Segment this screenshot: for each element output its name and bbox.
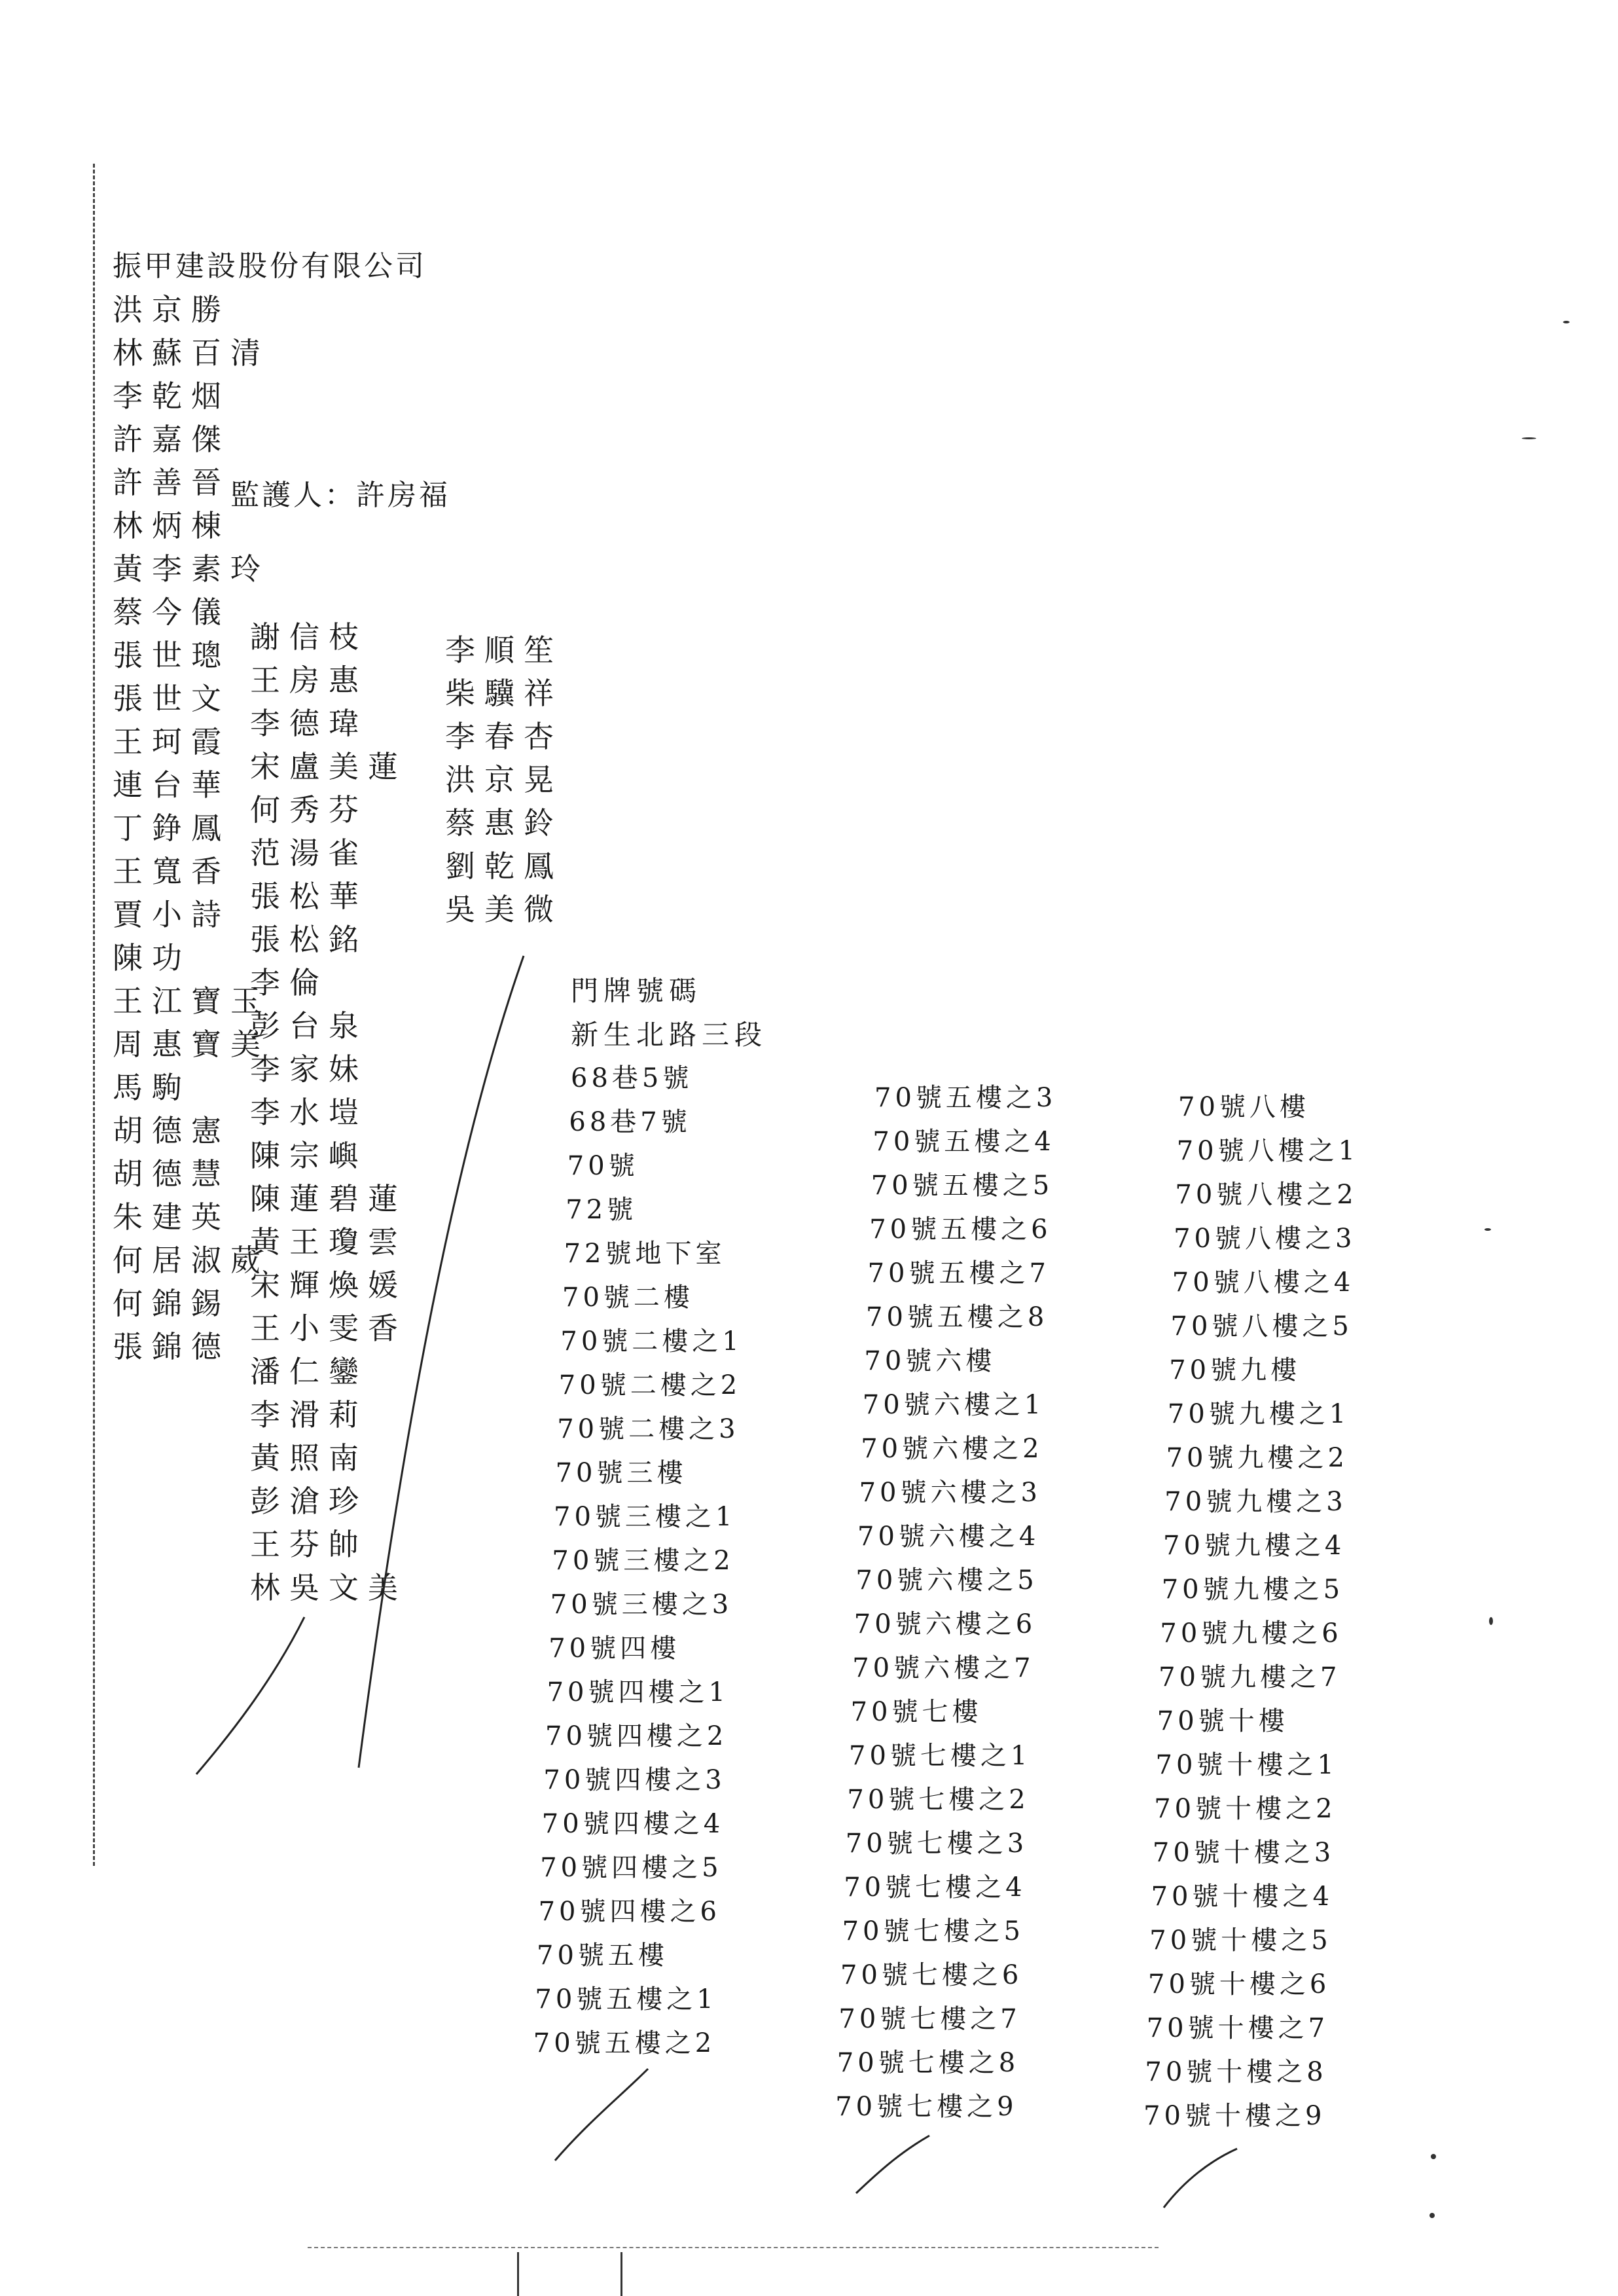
- owners-column-1-item: 馬駒: [113, 1070, 191, 1105]
- owners-column-2-item: 林吳文美: [250, 1570, 407, 1605]
- owners-column-3-item: 洪京晃: [445, 762, 563, 797]
- address-column-3-item: 70號八樓之2: [1175, 1180, 1357, 1210]
- owners-column-2-item: 陳蓮碧蓮: [250, 1181, 407, 1216]
- owners-column-2-item: 謝信枝: [250, 619, 368, 655]
- owners-column-2-item: 何秀芬: [250, 792, 368, 828]
- owners-column-1-item: 李乾烟: [113, 378, 230, 414]
- address-column-2-item: 70號五樓之8: [866, 1302, 1049, 1332]
- owners-column-1-item: 陳功: [113, 940, 191, 975]
- address-column-2-item: 70號七樓之9: [835, 2092, 1018, 2122]
- address-column-2-item: 70號五樓之5: [871, 1171, 1054, 1201]
- address-column-1-item: 70號三樓之1: [554, 1502, 736, 1532]
- owners-column-1-item: 王江寶玉: [113, 983, 270, 1019]
- bottom-dashed-rule: [308, 2247, 1159, 2248]
- owners-column-2-item: 李倫: [250, 965, 329, 1000]
- address-column-3-item: 70號八樓之5: [1170, 1311, 1353, 1341]
- address-column-2-item: 70號五樓之7: [867, 1258, 1050, 1288]
- supervisor-name: 許房福: [356, 479, 450, 512]
- scan-speck: [1522, 437, 1536, 439]
- owners-column-1-item: 林炳棟: [113, 508, 230, 543]
- address-column-3-item: 70號十樓之2: [1154, 1794, 1337, 1824]
- address-column-3-item: 70號九樓之7: [1159, 1662, 1341, 1692]
- owners-column-1-item: 蔡今儀: [113, 594, 230, 630]
- owners-column-2-item: 李滑莉: [250, 1397, 368, 1432]
- address-column-3-item: 70號九樓之1: [1167, 1399, 1350, 1429]
- owners-column-2-item: 宋輝煥媛: [250, 1267, 407, 1303]
- address-column-3-item: 70號八樓之1: [1176, 1136, 1359, 1166]
- owners-column-3-item: 李春杏: [445, 719, 563, 754]
- address-column-1-item: 70號三樓: [555, 1458, 687, 1488]
- address-column-1-item: 70號四樓之6: [538, 1897, 721, 1927]
- owners-column-2-item: 黃照南: [250, 1440, 368, 1476]
- address-column-1-item: 70號二樓之2: [558, 1370, 742, 1400]
- address-column-1-item: 70號四樓之1: [547, 1677, 729, 1707]
- owners-column-3-item: 吳美微: [445, 892, 563, 927]
- owners-column-2-item: 李德瑋: [250, 706, 368, 741]
- pen-stroke-1: [196, 1617, 304, 1774]
- pen-stroke-5: [1164, 2149, 1237, 2208]
- owners-column-2-item: 李水塏: [250, 1095, 368, 1130]
- owners-column-1-item: 張世文: [113, 681, 230, 716]
- owners-column-2-item: 王房惠: [250, 663, 368, 698]
- address-column-3-item: 70號十樓之4: [1151, 1882, 1333, 1912]
- owners-column-1-item: 黃李素玲: [113, 551, 270, 587]
- address-column-1-item: 68巷7號: [569, 1107, 691, 1137]
- scan-speck: [1563, 321, 1570, 323]
- owners-column-1-item: 朱建英: [113, 1199, 230, 1235]
- address-column-3-item: 70號八樓: [1178, 1092, 1310, 1122]
- address-column-1-item: 70號三樓之2: [552, 1546, 734, 1576]
- owners-column-3-item: 蔡惠鈴: [445, 805, 563, 841]
- owners-column-3-item: 柴驥祥: [445, 676, 563, 711]
- address-column-3-item: 70號十樓之3: [1152, 1838, 1335, 1868]
- address-column-1-item: 70號三樓之3: [550, 1590, 733, 1620]
- supervisor-label: 監護人：: [230, 479, 356, 512]
- owners-column-1-item: 王寬香: [113, 854, 230, 889]
- address-column-3-item: 70號十樓: [1157, 1706, 1289, 1736]
- company-name: 振甲建設股份有限公司: [113, 249, 427, 283]
- address-header-item: 門牌號碼: [571, 975, 702, 1007]
- scan-speck: [1489, 1617, 1493, 1625]
- address-column-1-item: 70號四樓之4: [541, 1809, 725, 1839]
- address-column-3-item: 70號九樓之5: [1161, 1575, 1344, 1605]
- address-column-2-item: 70號七樓之4: [844, 1872, 1026, 1903]
- pen-stroke-3: [555, 2069, 648, 2160]
- address-column-3-item: 70號十樓之9: [1143, 2101, 1326, 2131]
- scan-speck: [1484, 1228, 1491, 1231]
- address-column-1-item: 72號地下室: [564, 1239, 726, 1269]
- owners-column-2-item: 張松銘: [250, 922, 368, 957]
- owners-column-1-item: 賈小詩: [113, 897, 230, 932]
- owners-column-1-item: 許嘉傑: [113, 422, 230, 457]
- address-column-3-item: 70號十樓之1: [1155, 1750, 1338, 1780]
- address-column-2-item: 70號七樓之1: [849, 1741, 1032, 1771]
- scan-speck: [1429, 2213, 1435, 2218]
- address-column-2-item: 70號七樓之5: [842, 1916, 1024, 1946]
- owners-column-2-item: 李家妹: [250, 1051, 368, 1087]
- owners-column-2-item: 彭滄珍: [250, 1484, 368, 1519]
- bottom-tick-right: [620, 2252, 622, 2296]
- owners-column-2-item: 宋盧美蓮: [250, 749, 407, 784]
- owners-column-2-item: 王小雯香: [250, 1311, 407, 1346]
- address-column-1-item: 70號四樓之5: [540, 1853, 723, 1883]
- address-column-2-item: 70號六樓之5: [855, 1565, 1038, 1595]
- owners-column-1-item: 林蘇百清: [113, 335, 270, 371]
- owners-column-2-item: 陳宗嶼: [250, 1138, 368, 1173]
- address-column-2-item: 70號六樓之7: [852, 1653, 1035, 1683]
- address-column-3-item: 70號十樓之5: [1149, 1925, 1332, 1956]
- address-column-2-item: 70號六樓之4: [857, 1522, 1040, 1552]
- owners-column-1-item: 丁錚鳳: [113, 811, 230, 846]
- address-header-item: 新生北路三段: [571, 1019, 768, 1051]
- owners-column-2-item: 黃王瓊雲: [250, 1224, 407, 1260]
- address-column-2-item: 70號五樓之6: [869, 1214, 1052, 1245]
- owners-column-1-item: 王珂霞: [113, 724, 230, 759]
- owners-column-1-item: 連台華: [113, 767, 230, 803]
- address-column-3-item: 70號八樓之3: [1174, 1224, 1356, 1254]
- address-column-2-item: 70號七樓之7: [838, 2004, 1021, 2034]
- owners-column-3-item: 劉乾鳳: [445, 848, 563, 884]
- owners-column-2-item: 王芬帥: [250, 1527, 368, 1562]
- address-column-2-item: 70號六樓: [864, 1346, 996, 1376]
- owners-column-1-item: 張錦德: [113, 1329, 230, 1364]
- address-column-3-item: 70號九樓: [1169, 1355, 1301, 1385]
- owners-column-1-item: 許善晉: [113, 465, 230, 500]
- address-column-3-item: 70號九樓之3: [1164, 1487, 1347, 1517]
- owners-column-2-item: 潘仁鑾: [250, 1354, 368, 1389]
- owners-column-1-item: 何居淑葳: [113, 1243, 270, 1278]
- address-column-1-item: 70號二樓之3: [557, 1414, 740, 1444]
- address-column-2-item: 70號六樓之1: [862, 1390, 1045, 1420]
- address-column-1-item: 70號二樓: [562, 1283, 694, 1313]
- address-column-3-item: 70號十樓之6: [1148, 1969, 1331, 1999]
- address-column-2-item: 70號七樓之2: [847, 1785, 1030, 1815]
- address-column-2-item: 70號六樓之3: [859, 1478, 1041, 1508]
- address-column-3-item: 70號九樓之6: [1160, 1618, 1342, 1649]
- address-column-1-item: 70號: [567, 1151, 639, 1181]
- pen-stroke-2: [359, 956, 524, 1768]
- address-column-2-item: 70號七樓之3: [845, 1829, 1028, 1859]
- owners-column-2-item: 張松華: [250, 879, 368, 914]
- address-column-1-item: 70號四樓之3: [543, 1765, 726, 1795]
- address-column-2-item: 70號六樓之2: [861, 1434, 1043, 1464]
- owners-column-1-item: 何錦錫: [113, 1286, 230, 1321]
- address-column-1-item: 70號四樓: [548, 1633, 681, 1664]
- address-column-1-item: 70號五樓之1: [535, 1984, 717, 2014]
- address-column-3-item: 70號十樓之8: [1145, 2057, 1327, 2087]
- address-column-2-item: 70號七樓之6: [840, 1960, 1023, 1990]
- owners-column-1-item: 洪京勝: [113, 292, 230, 327]
- owners-column-1-item: 張世璁: [113, 638, 230, 673]
- address-column-2-item: 70號七樓之8: [836, 2048, 1020, 2078]
- address-column-2-item: 70號六樓之6: [854, 1609, 1037, 1639]
- address-column-1-item: 70號五樓: [537, 1941, 668, 1971]
- address-column-1-item: 70號二樓之1: [560, 1326, 743, 1357]
- owners-column-1-item: 胡德憲: [113, 1113, 230, 1148]
- address-column-3-item: 70號九樓之4: [1163, 1531, 1346, 1561]
- address-column-1-item: 68巷5號: [571, 1063, 693, 1093]
- scan-speck: [1431, 2154, 1436, 2159]
- address-column-3-item: 70號九樓之2: [1166, 1443, 1348, 1473]
- address-column-3-item: 70號十樓之7: [1146, 2013, 1329, 2043]
- bottom-tick-left: [517, 2252, 519, 2296]
- address-column-2-item: 70號五樓之4: [872, 1127, 1055, 1157]
- address-column-1-item: 70號四樓之2: [545, 1721, 728, 1751]
- owners-column-1-item: 周惠寶美: [113, 1027, 270, 1062]
- owners-column-2-item: 范湯雀: [250, 835, 368, 871]
- address-column-2-item: 70號五樓之3: [874, 1083, 1057, 1113]
- address-column-1-item: 72號: [566, 1195, 638, 1225]
- address-column-3-item: 70號八樓之4: [1172, 1267, 1355, 1298]
- address-column-2-item: 70號七樓: [850, 1697, 982, 1727]
- owners-column-1-item: 胡德慧: [113, 1156, 230, 1192]
- address-column-1-item: 70號五樓之2: [533, 2028, 716, 2058]
- owners-column-3-item: 李順笙: [445, 632, 563, 668]
- pen-stroke-4: [856, 2136, 929, 2193]
- owners-column-2-item: 彭台泉: [250, 1008, 368, 1044]
